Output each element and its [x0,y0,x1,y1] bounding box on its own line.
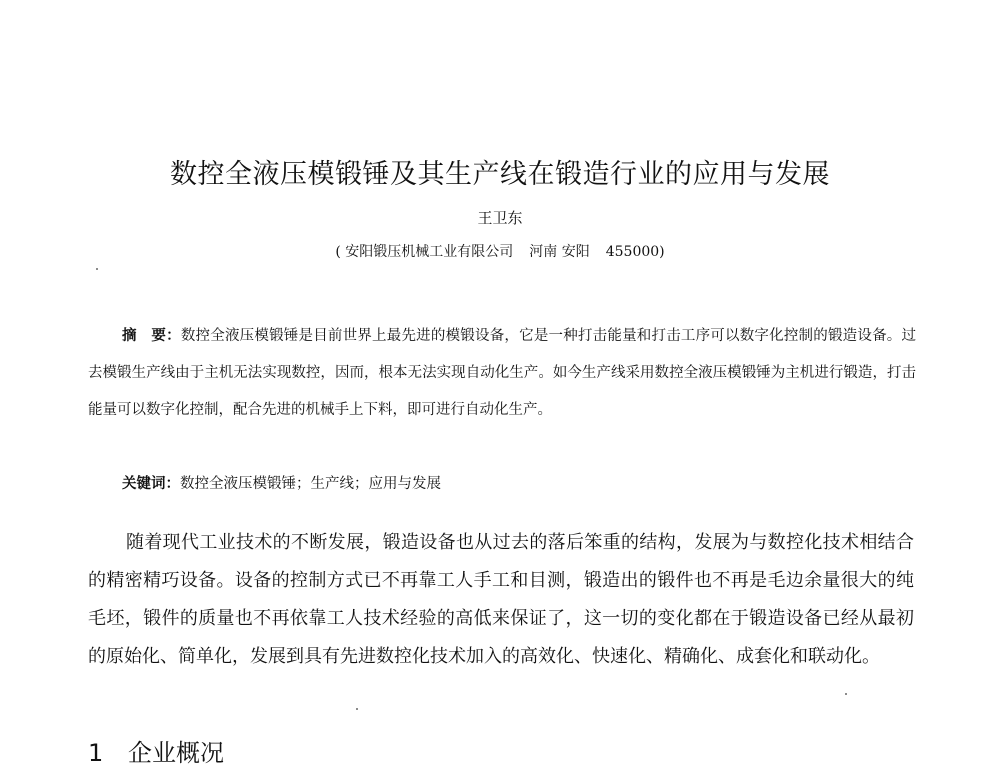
scan-speck [356,708,358,710]
keywords-label: 关键词： [122,476,180,492]
affiliation-postcode: 455000) [605,244,665,260]
author-name: 王卫东 [477,209,523,227]
scan-speck [96,268,98,270]
keywords-text: 数控全液压模锻锤；生产线；应用与发展 [180,476,441,492]
paper-title: 数控全液压模锻锤及其生产线在锻造行业的应用与发展 [170,159,830,190]
section-heading [88,733,224,768]
affiliation-location: 河南 安阳 [529,244,590,260]
section-title: 企业概况 [128,739,224,767]
abstract-label: 摘 要： [122,328,181,344]
scan-speck [845,693,847,695]
author-affiliation [0,241,1000,261]
section-number: 1 [88,739,104,767]
affiliation-org: ( 安阳锻压机械工业有限公司 [335,244,514,260]
intro-paragraph: 随着现代工业技术的不断发展，锻造设备也从过去的落后笨重的结构，发展为与数控化技术相结合的精密精巧设备。设备的控制方式已不再靠工人手工和目测，锻造出的锻件也不再是毛边余量很大的纯毛坯，锻件的质量也不再依靠工人技术经验的高低来保证了，这一切的变化都在于锻造设备已经从最初的原始化、简单化，发展到具有先进数控化技术加入的高效化、快速化、精确化、成套化和联动化。 [88,532,914,667]
abstract [88,318,916,429]
keywords [122,472,922,493]
abstract-text: 数控全液压模锻锤是目前世界上最先进的模锻设备，它是一种打击能量和打击工序可以数字化控制的锻造设备。过去模锻生产线由于主机无法实现数控，因而，根本无法实现自动化生产。如今生产线采用数控全液压模锻锤为主机进行锻造，打击能量可以数字化控制，配合先进的机械手上下料，即可进行自动化生产。 [88,328,917,418]
